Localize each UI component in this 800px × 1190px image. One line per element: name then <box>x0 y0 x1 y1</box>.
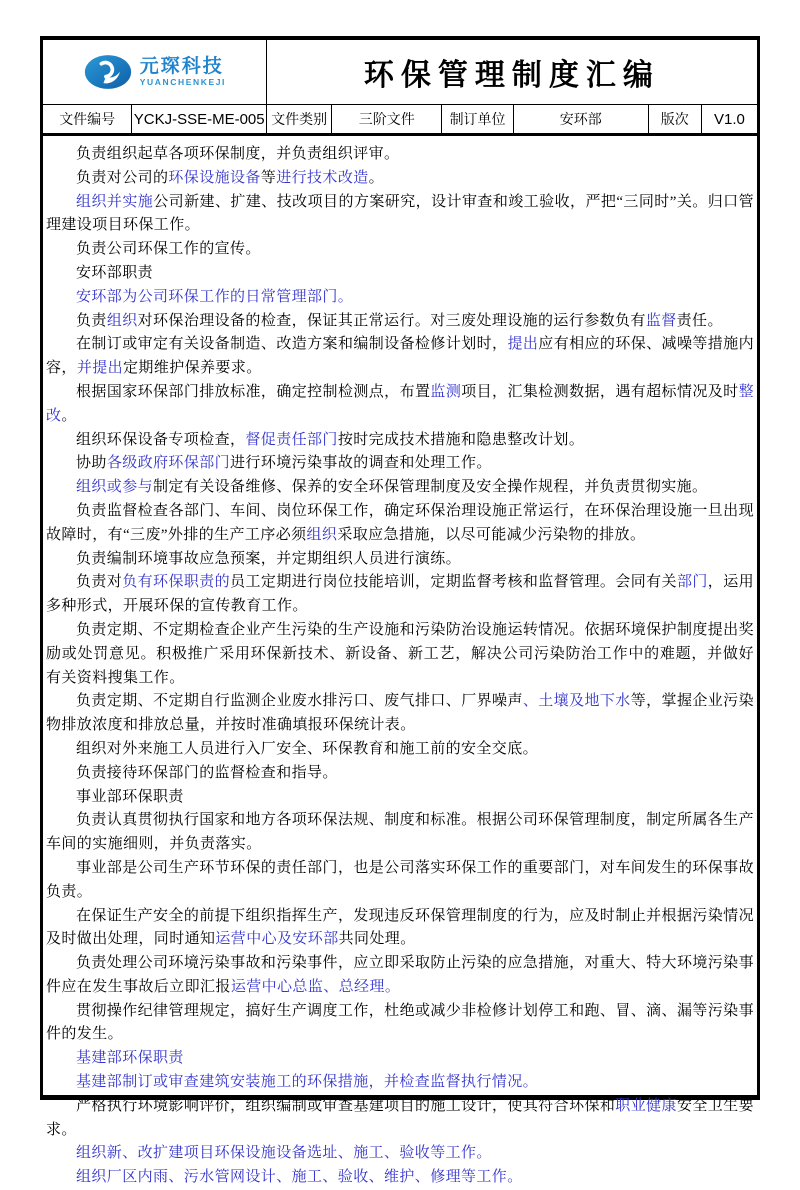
paragraph <box>46 1071 754 1095</box>
text-segment: 在制订或审定有关设备制造、改造方案和编制设备检修计划时， <box>76 336 508 353</box>
company-logo <box>43 40 267 104</box>
text-segment: 员工定期进行岗位技能培训，定期监督考核和监督管理。会同有关 <box>230 574 677 591</box>
text-segment: 项目，汇集检测数据，遇有超标情况及时 <box>461 383 739 400</box>
text-segment: 公司新建、扩建、技改项目的方案研究，设计审查和竣工验收，严把“三同时”关。归口管理建设项目环保工作。 <box>46 193 754 234</box>
text-segment: 负责对公司的 <box>76 169 169 186</box>
logo-icon <box>83 53 133 91</box>
paragraph <box>46 500 754 548</box>
text-segment: 。 <box>61 407 77 424</box>
text-segment: 负责对 <box>76 574 123 591</box>
paragraph <box>46 167 754 191</box>
highlighted-text: 提出 <box>507 336 539 353</box>
text-segment: 负责公司环保工作的宣传。 <box>76 241 261 258</box>
document-meta-row <box>43 105 757 136</box>
text-segment: 负责 <box>76 312 107 329</box>
paragraph <box>46 1000 754 1048</box>
text-segment: 协助 <box>76 455 107 472</box>
paragraph <box>46 143 754 167</box>
paragraph <box>46 262 754 286</box>
paragraph <box>46 619 754 690</box>
highlighted-text: 并提出 <box>76 360 124 377</box>
highlighted-text: 运营中心及安环部 <box>215 931 339 948</box>
document-page <box>40 36 760 1186</box>
text-segment: 按时完成技术措施和隐患整改计划。 <box>337 431 585 448</box>
highlighted-text: 组织 <box>306 526 338 543</box>
paragraph <box>46 310 754 334</box>
text-segment: 对环保治理设备的检查，保证其正常运行。对三废处理设施的运行参数负有 <box>137 312 646 329</box>
highlighted-text: 职业健康 <box>615 1097 677 1114</box>
highlighted-text: 基建部环保职责 <box>76 1050 184 1067</box>
paragraph <box>46 1095 754 1143</box>
text-segment: 应有相应的环保、减噪等措施内容， <box>46 336 754 377</box>
meta-value-doc-category: 三阶文件 <box>332 105 442 133</box>
text-segment: 等 <box>260 169 277 186</box>
meta-value-issuing-dept: 安环部 <box>514 105 649 133</box>
paragraph <box>46 286 754 310</box>
text-segment: 安全卫生要求。 <box>46 1097 754 1138</box>
text-segment: 等，掌握企业污染物排放浓度和排放总量，并按时准确填报环保统计表。 <box>46 693 754 734</box>
text-segment: 严格执行环境影响评价，组织编制或审查基建项目的施工设计，使其符合环保和 <box>76 1097 616 1114</box>
text-segment: 事业部是公司生产环节环保的责任部门，也是公司落实环保工作的重要部门，对车间发生的环保事故负责。 <box>46 859 754 900</box>
paragraph <box>46 857 754 905</box>
text-segment: 事业部环保职责 <box>76 788 184 805</box>
text-segment: 负责编制环境事故应急预案，并定期组织人员进行演练。 <box>76 550 462 567</box>
text-segment: 负责定期、不定期检查企业产生污染的生产设施和污染防治设施运转情况。依据环境保护制度提出奖励或处罚意见。积极推广采用环保新技术、新设备、新工艺，解决公司污染防治工作中的难题，并做好有关资料搜集工作。 <box>46 621 754 686</box>
text-segment: 负责定期、不定期自行监测企业废水排污口、废气排口、厂界噪声 <box>76 693 523 710</box>
meta-label-version: 版次 <box>649 105 702 133</box>
meta-label-doc-number: 文件编号 <box>43 105 132 133</box>
text-segment: 负责认真贯彻执行国家和地方各项环保法规、制度和标准。根据公司环保管理制度，制定所属各生产车间的实施细则，并负责落实。 <box>46 812 754 853</box>
document-header <box>43 40 757 105</box>
text-segment: 制定有关设备维修、保养的安全环保管理制度及安全操作规程，并负责贯彻实施。 <box>153 479 708 496</box>
highlighted-text: 、土壤及地下水 <box>522 693 631 710</box>
paragraph <box>46 690 754 738</box>
paragraph <box>46 191 754 239</box>
highlighted-text: 督促责任部门 <box>245 431 338 448</box>
paragraph <box>46 1047 754 1071</box>
paragraph <box>46 952 754 1000</box>
brand-name-en: YUANCHENKEJI <box>139 77 227 88</box>
highlighted-text: 监测 <box>430 383 462 400</box>
text-segment: ，运用多种形式，开展环保的宣传教育工作。 <box>46 574 754 615</box>
paragraph <box>46 1166 754 1190</box>
paragraph <box>46 238 754 262</box>
highlighted-text: 运营中心总监、总经理。 <box>230 978 401 995</box>
meta-value-version: V1.0 <box>714 110 745 128</box>
highlighted-text: 组织并实施 <box>76 193 154 210</box>
highlighted-text: 组织厂区内雨、污水管网设计、施工、验收、维护、修理等工作。 <box>76 1169 523 1186</box>
text-segment: 在保证生产安全的前提下组织指挥生产，发现违反环保管理制度的行为，应及时制止并根据污染情况及时做出处理，同时通知 <box>46 907 754 948</box>
text-segment: 共同处理。 <box>338 931 416 948</box>
paragraph <box>46 381 754 429</box>
text-segment: 定期维护保养要求。 <box>123 360 262 377</box>
text-segment: 根据国家环保部门排放标准，确定控制检测点，布置 <box>76 383 431 400</box>
paragraph <box>46 738 754 762</box>
highlighted-text: 整改 <box>46 383 754 424</box>
logo-wordmark <box>140 57 226 87</box>
paragraph <box>46 429 754 453</box>
paragraph <box>46 786 754 810</box>
highlighted-text: 组织 <box>106 312 138 329</box>
highlighted-text: 负有环保职责的 <box>122 574 231 591</box>
meta-label-doc-category: 文件类别 <box>267 105 332 133</box>
highlighted-text: 组织或参与 <box>76 479 154 496</box>
page-title: 环保管理制度汇编 <box>363 59 660 92</box>
highlighted-text: 监督 <box>645 312 677 329</box>
highlighted-text: 组织新、改扩建项目环保设施设备选址、施工、验收等工作。 <box>76 1145 492 1162</box>
paragraph <box>46 548 754 572</box>
text-segment: 负责监督检查各部门、车间、岗位环保工作，确定环保治理设施正常运行，在环保治理设施一旦出现故障时，有“三废”外排的生产工序必须 <box>46 502 754 543</box>
highlighted-text: 基建部制订或审查建筑安装施工的环保措施，并检查监督执行情况。 <box>76 1074 539 1091</box>
paragraph <box>46 476 754 500</box>
paragraph <box>46 452 754 476</box>
paragraph <box>46 333 754 381</box>
meta-value-doc-number: YCKJ-SSE-ME-005 <box>132 105 267 133</box>
highlighted-text: 各级政府环保部门 <box>106 455 231 472</box>
meta-label-issuing-dept: 制订单位 <box>442 105 514 133</box>
text-segment: 负责处理公司环境污染事故和污染事件，应立即采取防止污染的应急措施，对重大、特大环境污染事件应在发生事故后立即汇报 <box>46 955 754 995</box>
text-segment: 组织对外来施工人员进行入厂安全、环保教育和施工前的安全交底。 <box>76 740 539 757</box>
text-segment: 安环部职责 <box>76 264 154 281</box>
text-segment: 进行环境污染事故的调查和处理工作。 <box>230 455 492 472</box>
paragraph <box>46 809 754 857</box>
text-segment: 。 <box>368 169 385 186</box>
paragraph <box>46 762 754 786</box>
highlighted-text: 环保设施设备 <box>168 169 261 186</box>
text-segment: 贯彻操作纪律管理规定，搞好生产调度工作，杜绝或减少非检修计划停工和跑、冒、滴、漏等污染事件的发生。 <box>46 1002 754 1043</box>
text-segment: 责任。 <box>676 312 723 329</box>
text-segment: 采取应急措施，以尽可能减少污染物的排放。 <box>337 526 646 543</box>
paragraph <box>46 1142 754 1166</box>
text-segment: 负责组织起草各项环保制度，并负责组织评审。 <box>76 146 400 162</box>
text-segment: 组织环保设备专项检查， <box>76 431 246 448</box>
paragraph <box>46 905 754 953</box>
highlighted-text: 进行技术改造 <box>276 169 369 186</box>
highlighted-text: 部门 <box>676 574 708 591</box>
paragraph <box>46 571 754 619</box>
brand-name-cn: 元琛科技 <box>139 56 224 78</box>
highlighted-text: 安环部为公司环保工作的日常管理部门。 <box>76 288 354 305</box>
text-segment: 负责接待环保部门的监督检查和指导。 <box>76 764 338 781</box>
document-body <box>43 136 757 1186</box>
